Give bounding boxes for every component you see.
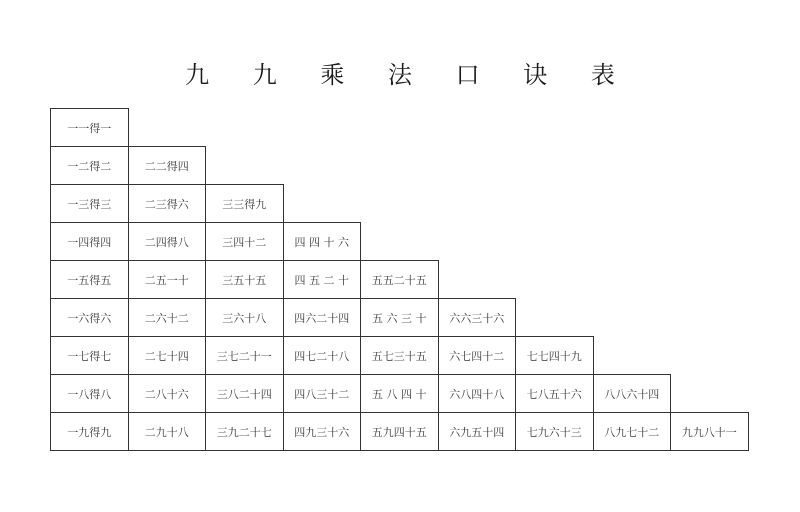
table-cell: 四 四 十 六 (283, 222, 362, 261)
table-cell: 一九得九 (50, 412, 129, 451)
table-cell: 四八三十二 (283, 374, 362, 413)
page-title: 九 九 乘 法 口 诀 表 (185, 61, 633, 89)
table-cell: 五 八 四 十 (360, 374, 439, 413)
table-cell: 七七四十九 (515, 336, 594, 375)
table-cell: 三六十八 (205, 298, 284, 337)
table-cell: 三七二十一 (205, 336, 284, 375)
table-row (50, 336, 749, 375)
table-cell: 三三得九 (205, 184, 284, 223)
table-cell: 三四十二 (205, 222, 284, 261)
table-row (50, 146, 749, 185)
table-cell: 七九六十三 (515, 412, 594, 451)
table-cell: 五七三十五 (360, 336, 439, 375)
table-cell: 三九二十七 (205, 412, 284, 451)
table-cell: 五五二十五 (360, 260, 439, 299)
table-row (50, 184, 749, 223)
table-cell: 二七十四 (128, 336, 207, 375)
table-cell: 二八十六 (128, 374, 207, 413)
table-cell: 四 五 二 十 (283, 260, 362, 299)
table-cell: 一五得五 (50, 260, 129, 299)
table-cell: 六七四十二 (438, 336, 517, 375)
table-cell: 二四得八 (128, 222, 207, 261)
table-cell: 六八四十八 (438, 374, 517, 413)
table-cell: 六九五十四 (438, 412, 517, 451)
table-cell: 一一得一 (50, 108, 129, 147)
table-cell: 八八六十四 (593, 374, 672, 413)
table-cell: 一七得七 (50, 336, 129, 375)
table-row (50, 108, 749, 147)
table-cell: 三八二十四 (205, 374, 284, 413)
table-cell: 二三得六 (128, 184, 207, 223)
table-cell: 二二得四 (128, 146, 207, 185)
table-row (50, 222, 749, 261)
table-cell: 一二得二 (50, 146, 129, 185)
table-cell: 一八得八 (50, 374, 129, 413)
table-cell: 一六得六 (50, 298, 129, 337)
table-cell: 二五一十 (128, 260, 207, 299)
table-cell: 四六二十四 (283, 298, 362, 337)
table-cell: 一四得四 (50, 222, 129, 261)
table-cell: 四九三十六 (283, 412, 362, 451)
table-cell: 二六十二 (128, 298, 207, 337)
table-cell: 一三得三 (50, 184, 129, 223)
table-cell: 三五十五 (205, 260, 284, 299)
table-row (50, 298, 749, 337)
multiplication-table (50, 108, 749, 451)
table-row (50, 374, 749, 413)
table-row (50, 412, 749, 451)
table-cell: 八九七十二 (593, 412, 672, 451)
table-cell: 五 六 三 十 (360, 298, 439, 337)
table-cell: 七八五十六 (515, 374, 594, 413)
table-cell: 二九十八 (128, 412, 207, 451)
table-cell: 六六三十六 (438, 298, 517, 337)
table-cell: 五九四十五 (360, 412, 439, 451)
table-row (50, 260, 749, 299)
table-cell: 四七二十八 (283, 336, 362, 375)
table-cell: 九九八十一 (670, 412, 749, 451)
